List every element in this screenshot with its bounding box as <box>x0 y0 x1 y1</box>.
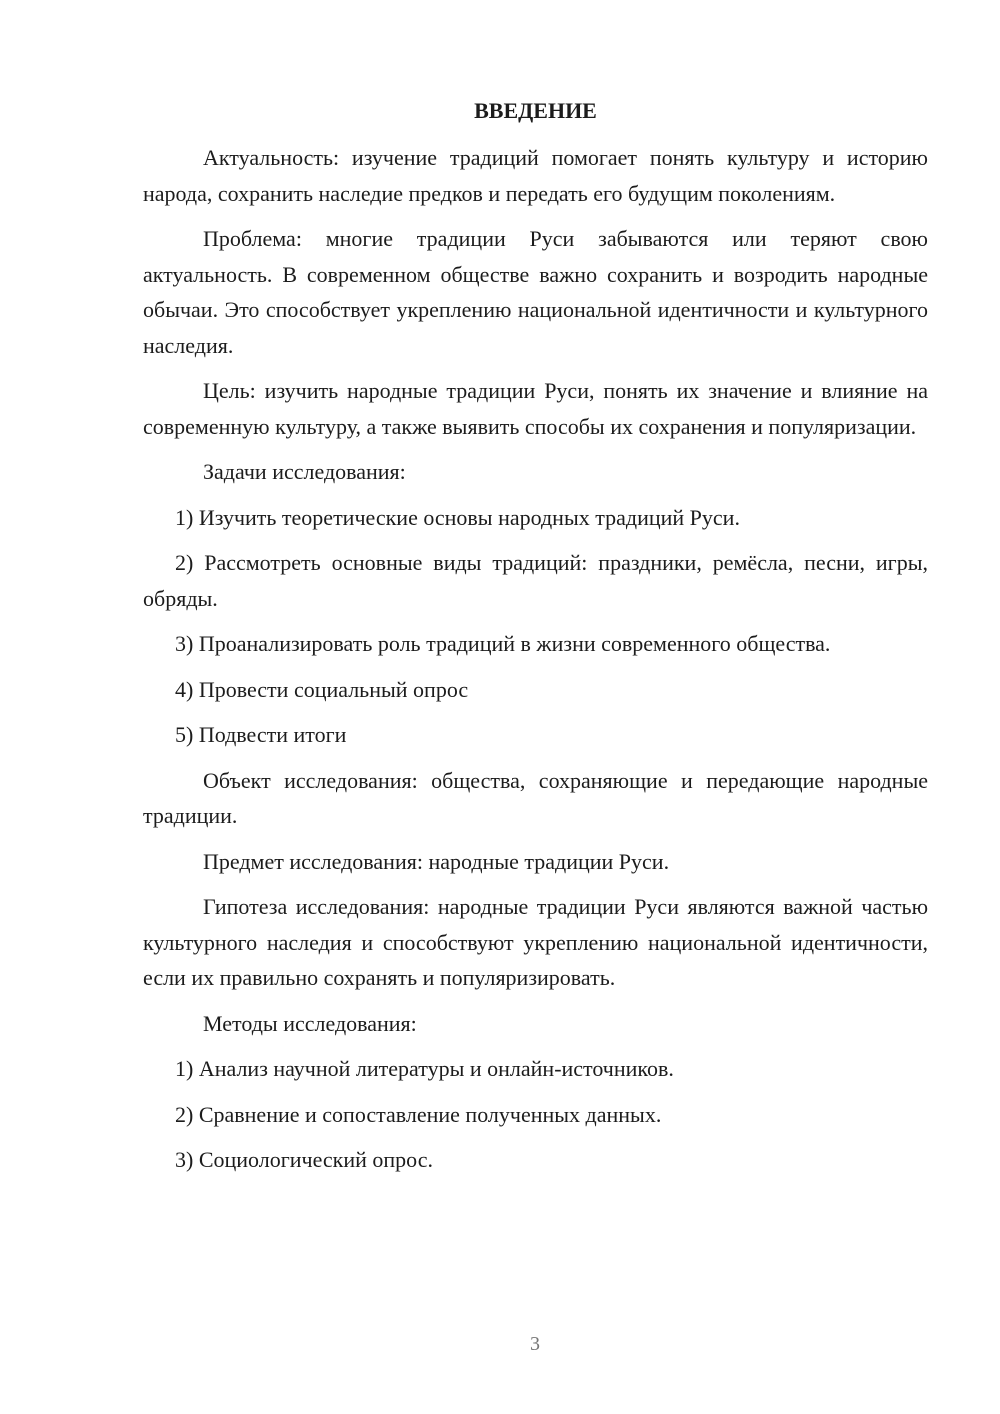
task-item: 3) Проанализировать роль традиций в жизни современного общества. <box>175 631 831 656</box>
method-item: 2) Сравнение и сопоставление полученных данных. <box>175 1101 662 1127</box>
method-item: 3) Социологический опрос. <box>175 1147 433 1172</box>
hypothesis-paragraph: Гипотеза исследования: народные традиции Руси являются важной частью культурного наследия и способствуют укреплению национальной идентичности, если их правильно сохранять и популяризировать. <box>143 894 928 990</box>
task-item: 1) Изучить теоретические основы народных традиций Руси. <box>175 504 740 530</box>
task-item: 4) Провести социальный опрос <box>175 676 469 702</box>
tasks-heading: Задачи исследования: <box>203 459 406 484</box>
relevance-paragraph: Актуальность: изучение традиций помогает понять культуру и историю народа, сохранить наследие предков и передать его будущим поколениям. <box>143 145 928 206</box>
method-item: 1) Анализ научной литературы и онлайн-источников. <box>175 1056 674 1081</box>
document-title: ВВЕДЕНИЕ <box>474 98 597 123</box>
object-paragraph: Объект исследования: общества, сохраняющие и передающие народные традиции. <box>143 767 928 828</box>
task-item: 2) Рассмотреть основные виды традиций: праздники, ремёсла, песни, игры, обряды. <box>143 550 928 611</box>
goal-paragraph: Цель: изучить народные традиции Руси, понять их значение и влияние на современную культуру, а также выявить способы их сохранения и популяризации. <box>143 378 928 439</box>
problem-paragraph: Проблема: многие традиции Руси забываются или теряют свою актуальность. В современном обществе важно сохранить и возродить народные обычаи. Это способствует укреплению национальной идентичности и культурного наследия. <box>143 226 928 358</box>
subject-paragraph: Предмет исследования: народные традиции Руси. <box>203 848 670 874</box>
task-item: 5) Подвести итоги <box>175 722 347 747</box>
methods-heading: Методы исследования: <box>203 1010 417 1036</box>
page-number: 3 <box>530 1333 540 1355</box>
document-page <box>143 92 928 1188</box>
